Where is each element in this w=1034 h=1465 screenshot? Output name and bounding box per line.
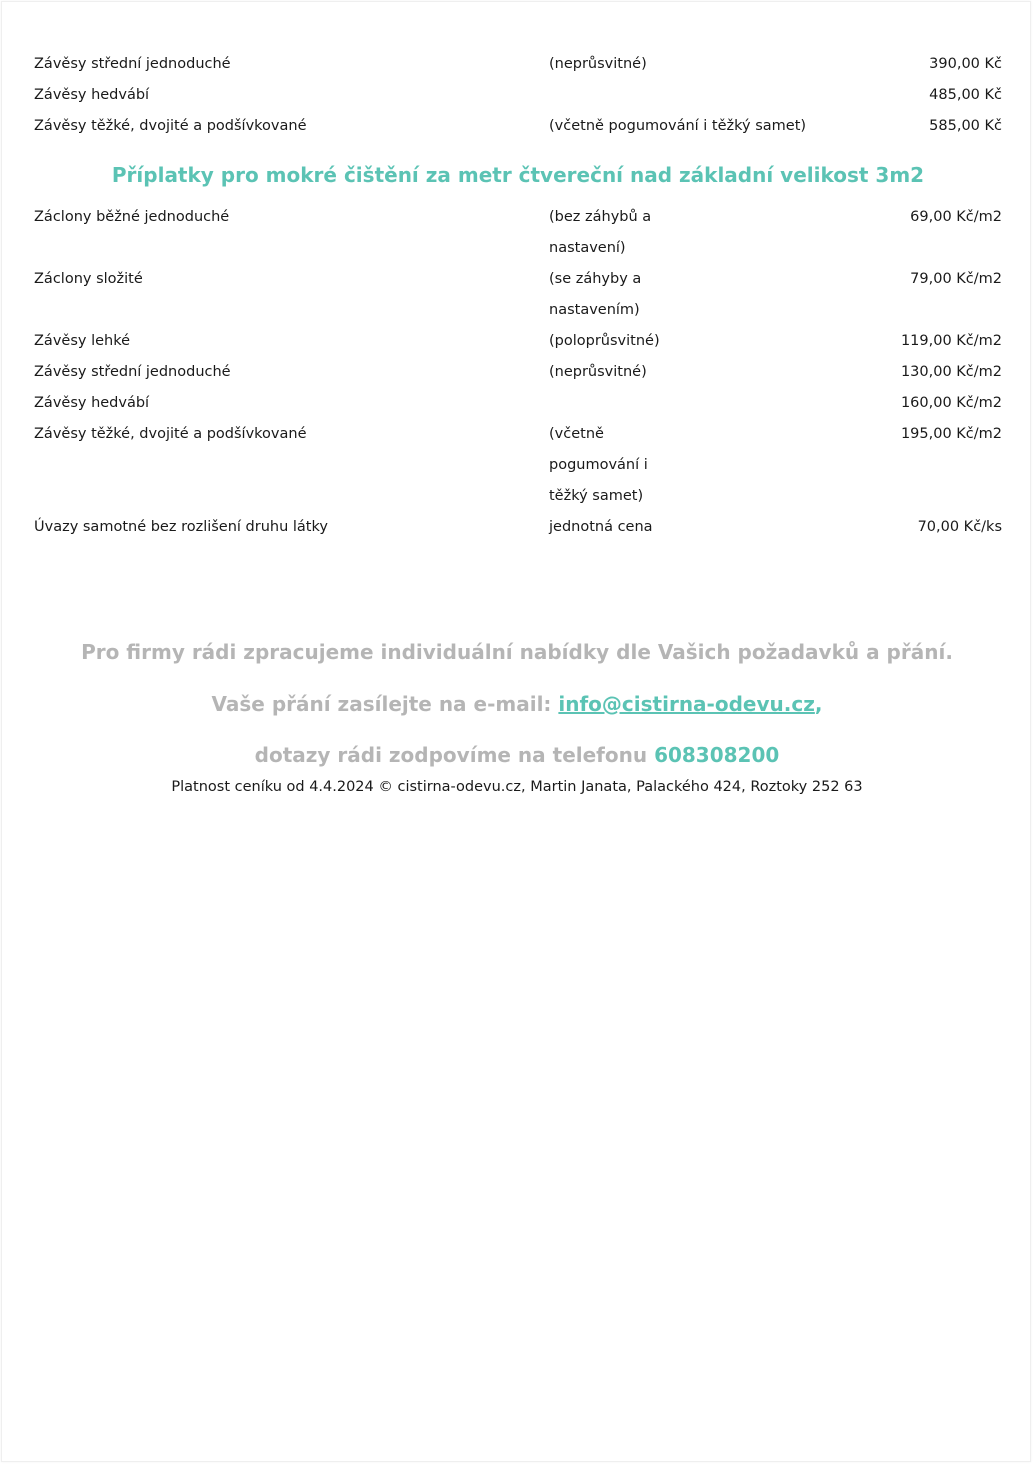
item-note-line: jednotná cena [549, 519, 653, 535]
business-offer-text [0, 639, 1034, 665]
table-row [34, 80, 1002, 111]
item-note [549, 264, 684, 326]
item-note [549, 419, 684, 512]
item-name: Závěsy střední jednoduché [34, 364, 231, 380]
item-note [549, 202, 684, 264]
item-note-line: nastavení) [549, 240, 626, 256]
item-note-line: (se záhyby a [549, 271, 642, 287]
item-name: Závěsy těžké, dvojité a podšívkované [34, 118, 307, 134]
email-contact-line [0, 691, 1034, 717]
phone-contact-line [0, 742, 1034, 768]
email-link[interactable]: info@cistirna-odevu.cz [558, 692, 815, 716]
table-row [34, 419, 1002, 512]
table-row [34, 264, 1002, 326]
item-name: Záclony běžné jednoduché [34, 209, 230, 225]
table-row [34, 357, 1002, 388]
table-row [34, 512, 1002, 543]
item-note-line: nastavením) [549, 302, 640, 318]
item-price: 160,00 Kč/m2 [900, 395, 1002, 411]
phone-number[interactable]: 608308200 [654, 743, 780, 767]
item-note [549, 357, 684, 388]
item-price: 119,00 Kč/m2 [900, 333, 1002, 349]
item-price: 195,00 Kč/m2 [900, 426, 1002, 442]
item-note [549, 388, 684, 419]
item-name: Úvazy samotné bez rozlišení druhu látky [34, 519, 328, 535]
table-row [34, 326, 1002, 357]
email-suffix: , [814, 692, 823, 716]
table-row [34, 202, 1002, 264]
email-contact [0, 691, 1034, 717]
item-note [549, 326, 684, 357]
price-table-surcharges [34, 202, 1002, 543]
item-note: (neprůsvitné) [549, 56, 647, 72]
item-price: 485,00 Kč [929, 87, 1002, 103]
item-note: (včetně pogumování i těžký samet) [549, 118, 807, 134]
phone-prefix: dotazy rádi zodpovíme na telefonu [254, 743, 655, 767]
item-name: Závěsy lehké [34, 333, 131, 349]
email-prefix: Vaše přání zasílejte na e-mail: [211, 692, 559, 716]
item-name: Závěsy střední jednoduché [34, 56, 231, 72]
item-note-line: (poloprůsvitné) [549, 333, 660, 349]
price-table-standard [34, 49, 1002, 142]
item-price: 69,00 Kč/m2 [910, 209, 1002, 225]
item-name: Závěsy hedvábí [34, 395, 150, 411]
item-price: 70,00 Kč/ks [917, 519, 1002, 535]
business-offer-line: Pro firmy rádi zpracujeme individuální nabídky dle Vašich požadavků a přání. [81, 640, 953, 664]
item-price: 130,00 Kč/m2 [900, 364, 1002, 380]
price-list [34, 48, 1002, 543]
table-row [34, 388, 1002, 419]
item-price: 390,00 Kč [929, 56, 1002, 72]
pricelist-validity: Platnost ceníku od 4.4.2024 © cistirna-odevu.cz, Martin Janata, Palackého 424, Roztoky 252 63 [171, 779, 863, 795]
item-price: 79,00 Kč/m2 [910, 271, 1002, 287]
item-name: Záclony složité [34, 271, 143, 287]
section-heading: Příplatky pro mokré čištění za metr čtvereční nad základní velikost 3m2 [111, 163, 925, 187]
item-note-line: těžký samet) [549, 488, 644, 504]
table-row [34, 111, 1002, 142]
phone-contact [0, 742, 1034, 768]
item-note [549, 512, 684, 543]
item-note-line: pogumování i [549, 457, 648, 473]
item-note-line: (včetně [549, 426, 604, 442]
item-price: 585,00 Kč [929, 118, 1002, 134]
item-note [549, 80, 684, 111]
item-name: Závěsy těžké, dvojité a podšívkované [34, 426, 307, 442]
table-row [34, 49, 1002, 80]
item-note-line: (neprůsvitné) [549, 364, 647, 380]
item-name: Závěsy hedvábí [34, 87, 150, 103]
item-note-line: (bez záhybů a [549, 209, 652, 225]
